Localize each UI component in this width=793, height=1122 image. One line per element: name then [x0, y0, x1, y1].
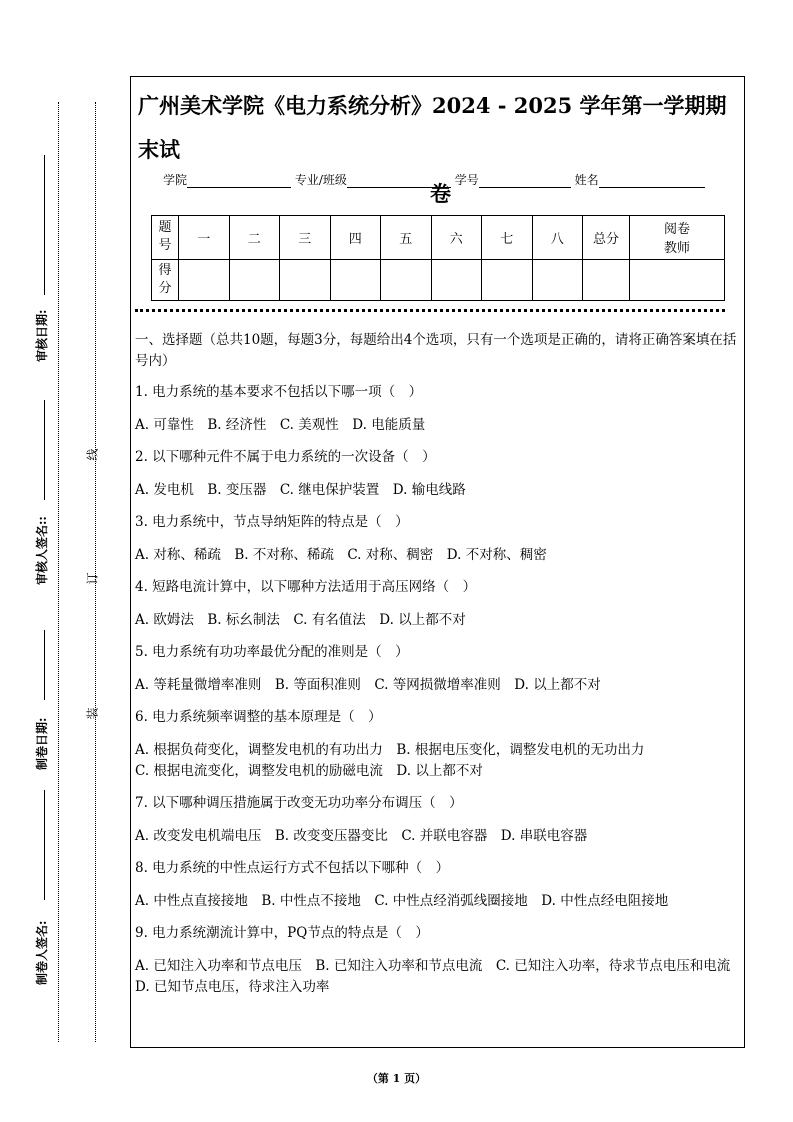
score-cell[interactable]	[482, 259, 533, 300]
student-info-row	[163, 171, 723, 188]
score-cell-total[interactable]	[583, 259, 630, 300]
header-cell-total: 总分	[583, 216, 630, 260]
options-7: A. 改变发电机端电压 B. 改变变压器变比 C. 并联电容器 D. 串联电容器	[135, 828, 588, 844]
options-9: A. 已知注入功率和节点电压 B. 已知注入功率和节点电流 C. 已知注入功率，待求节点电压和电流 D. 已知节点电压，待求注入功率	[135, 958, 744, 995]
binding-char-line: 线	[85, 448, 100, 461]
options-8: A. 中性点直接接地 B. 中性点不接地 C. 中性点经消弧线圈接地 D. 中性点经电阻接地	[135, 893, 669, 909]
section-heading: 一、选择题（总共10题，每题3分，每题给出4个选项，只有一个选项是正确的，请将正确答案填在括号内）	[135, 332, 737, 369]
options-1: A. 可靠性 B. 经济性 C. 美观性 D. 电能质量	[135, 417, 426, 433]
make-date-label: 制卷日期:	[35, 717, 49, 770]
reviewer-sign-label: 审核人签名::	[35, 516, 49, 585]
score-table	[151, 215, 725, 301]
header-cell-7: 七	[482, 216, 533, 260]
options-6a: A. 根据负荷变化，调整发电机的有功出力 B. 根据电压变化，调整发电机的无功出力	[135, 742, 645, 758]
make-date-line	[44, 630, 45, 700]
question-2: 2. 以下哪种元件不属于电力系统的一次设备（ ）	[135, 449, 436, 465]
exam-title-line1: 广州美术学院《电力系统分析》2024 - 2025 学年第一学期期末试	[138, 93, 727, 162]
separator-dotted-line	[135, 309, 725, 312]
binding-dotted-line-outer	[58, 102, 59, 1042]
name-field[interactable]	[599, 173, 705, 188]
exam-title	[138, 84, 743, 216]
college-label: 学院	[163, 173, 188, 187]
student-id-label: 学号	[454, 173, 479, 187]
score-cell-reviewer[interactable]	[630, 259, 725, 300]
header-cell-reviewer: 阅卷 教师	[630, 216, 725, 260]
college-field[interactable]	[187, 173, 291, 188]
binding-char-pack: 装	[85, 707, 100, 720]
exam-title-line2: 卷	[430, 181, 451, 206]
score-table-header-row	[152, 216, 725, 260]
binding-char-order: 订	[85, 572, 100, 585]
question-8: 8. 电力系统的中性点运行方式不包括以下哪种（ ）	[135, 860, 450, 876]
question-3: 3. 电力系统中，节点导纳矩阵的特点是（ ）	[135, 514, 409, 530]
maker-sign-line	[44, 790, 45, 900]
header-cell-1: 一	[179, 216, 230, 260]
major-field[interactable]	[347, 173, 451, 188]
student-id-field[interactable]	[479, 173, 571, 188]
name-label: 姓名	[574, 173, 599, 187]
score-cell[interactable]	[381, 259, 432, 300]
score-table-score-row	[152, 259, 725, 300]
question-4: 4. 短路电流计算中，以下哪种方法适用于高压网络（ ）	[135, 579, 477, 595]
major-label: 专业/班级	[294, 173, 347, 187]
score-cell[interactable]	[229, 259, 280, 300]
score-cell[interactable]	[280, 259, 331, 300]
question-7: 7. 以下哪种调压措施属于改变无功功率分布调压（ ）	[135, 795, 463, 811]
options-3: A. 对称、稀疏 B. 不对称、稀疏 C. 对称、稠密 D. 不对称、稠密	[135, 547, 547, 563]
options-2: A. 发电机 B. 变压器 C. 继电保护装置 D. 输电线路	[135, 482, 466, 498]
question-1: 1. 电力系统的基本要求不包括以下哪一项（ ）	[135, 384, 423, 400]
score-cell[interactable]	[431, 259, 482, 300]
score-cell[interactable]	[179, 259, 230, 300]
header-cell-3: 三	[280, 216, 331, 260]
page-footer: （第 1 页）	[366, 1072, 427, 1085]
exam-content	[135, 330, 744, 1009]
review-date-label: 审核日期:	[35, 309, 49, 362]
header-cell-8: 八	[532, 216, 583, 260]
question-5: 5. 电力系统有功功率最优分配的准则是（ ）	[135, 644, 409, 660]
review-date-line	[44, 155, 45, 295]
options-6b: C. 根据电流变化，调整发电机的励磁电流 D. 以上都不对	[135, 763, 483, 779]
reviewer-sign-line	[44, 400, 45, 500]
header-cell-6: 六	[431, 216, 482, 260]
header-cell-4: 四	[330, 216, 381, 260]
score-cell[interactable]	[330, 259, 381, 300]
header-cell-question: 题 号	[152, 216, 179, 260]
score-row-label: 得 分	[152, 259, 179, 300]
options-5: A. 等耗量微增率准则 B. 等面积准则 C. 等网损微增率准则 D. 以上都不对	[135, 677, 601, 693]
question-6: 6. 电力系统频率调整的基本原理是（ ）	[135, 709, 382, 725]
options-4: A. 欧姆法 B. 标幺制法 C. 有名值法 D. 以上都不对	[135, 612, 466, 628]
header-cell-5: 五	[381, 216, 432, 260]
score-cell[interactable]	[532, 259, 583, 300]
maker-sign-label: 制卷人签名:	[35, 920, 49, 985]
question-9: 9. 电力系统潮流计算中，PQ节点的特点是（ ）	[135, 925, 429, 941]
header-cell-2: 二	[229, 216, 280, 260]
